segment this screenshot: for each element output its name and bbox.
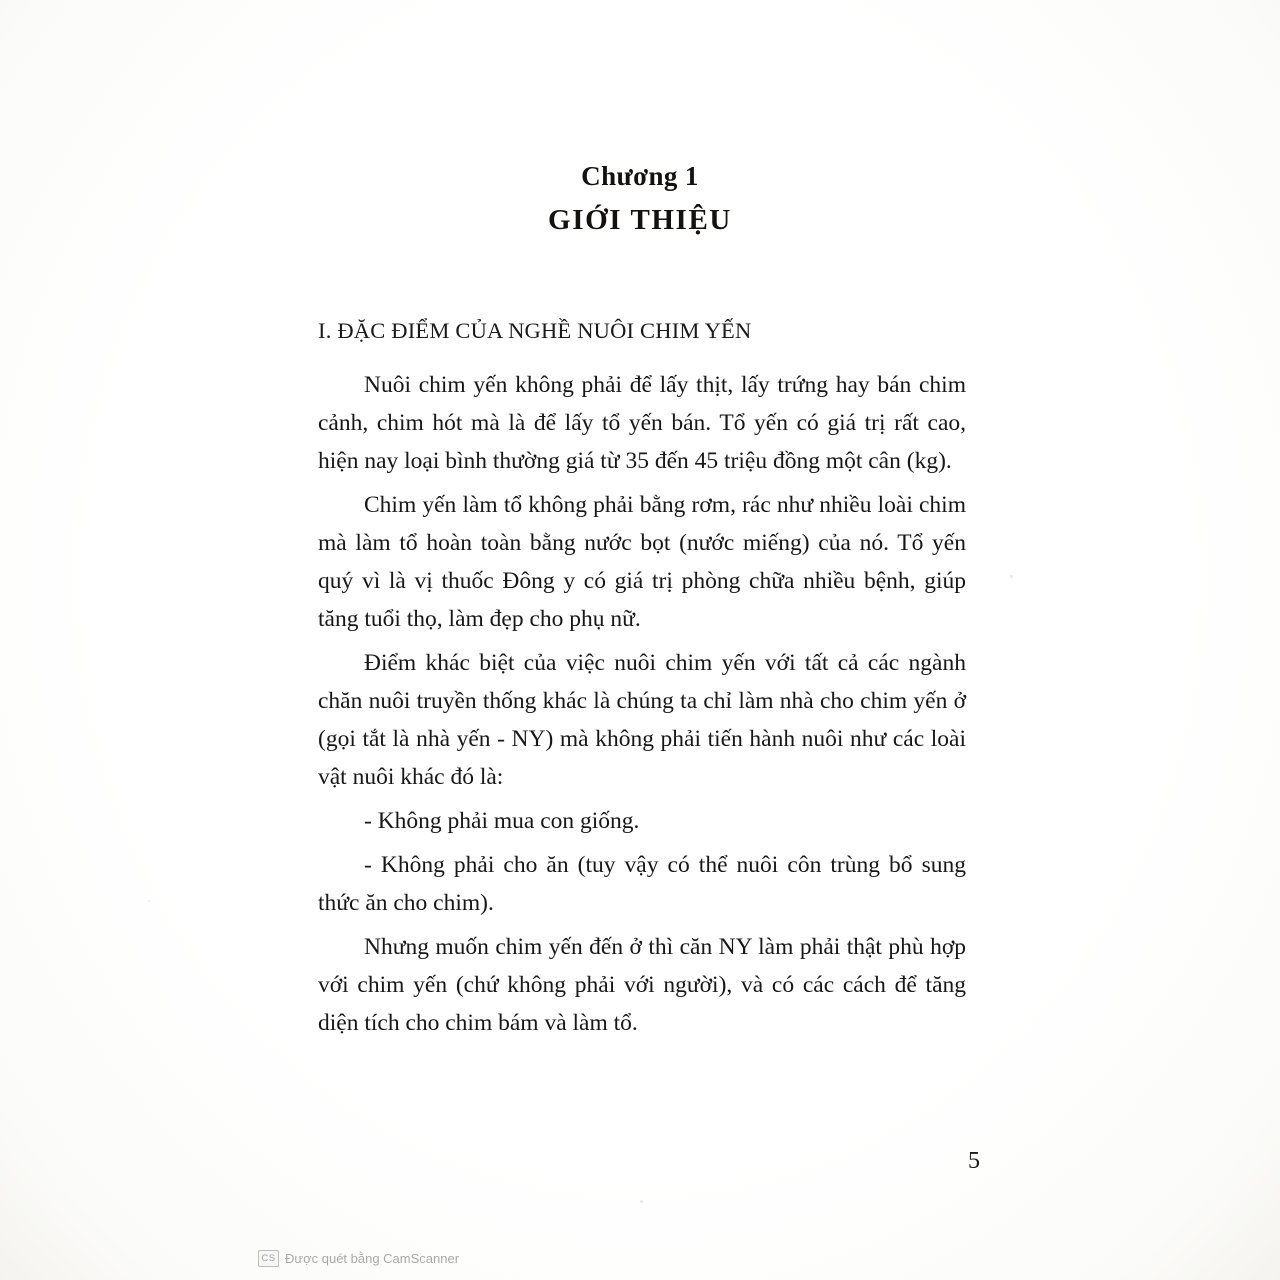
paragraph: Nuôi chim yến không phải để lấy thịt, lấy trứng hay bán chim cảnh, chim hót mà là để lấy tổ yến bán. Tổ yến có giá trị rất cao, hiện nay loại bình thường giá từ 35 đến 45 triệu đồng một cân (kg). [318,372,966,474]
camscanner-watermark-text: Được quét bằng CamScanner [285,1251,460,1266]
page-number: 5 [968,1148,980,1174]
chapter-label: Chương 1 [581,161,699,191]
scan-speck [1010,575,1013,578]
scan-speck [148,900,150,902]
list-item: - Không phải mua con giống. [364,808,640,834]
list-item: - Không phải cho ăn (tuy vậy có thể nuôi côn trùng bổ sung thức ăn cho chim). [318,852,966,916]
paragraph: Nhưng muốn chim yến đến ở thì căn NY làm phải thật phù hợp với chim yến (chứ không phải với người), và có các cách để tăng diện tích cho chim bám và làm tổ. [318,934,966,1036]
paragraph: Chim yến làm tổ không phải bằng rơm, rác như nhiều loài chim mà làm tổ hoàn toàn bằng nước bọt (nước miếng) của nó. Tổ yến quý vì là vị thuốc Đông y có giá trị phòng chữa nhiều bệnh, giúp tăng tuổi thọ, làm đẹp cho phụ nữ. [318,492,966,632]
chapter-title: GIỚI THIỆU [548,203,732,236]
chapter-header [0,160,1280,237]
camscanner-logo-icon: CS [258,1250,279,1267]
body-text [318,318,966,1042]
section-heading: I. ĐẶC ĐIỂM CỦA NGHỀ NUÔI CHIM YẾN [318,318,752,343]
paragraph: Điểm khác biệt của việc nuôi chim yến với tất cả các ngành chăn nuôi truyền thống khác là chúng ta chỉ làm nhà cho chim yến ở (gọi tắt là nhà yến - NY) mà không phải tiến hành nuôi như các loài vật nuôi khác đó là: [318,650,966,790]
camscanner-watermark [258,1250,459,1267]
scan-speck [640,1200,643,1203]
